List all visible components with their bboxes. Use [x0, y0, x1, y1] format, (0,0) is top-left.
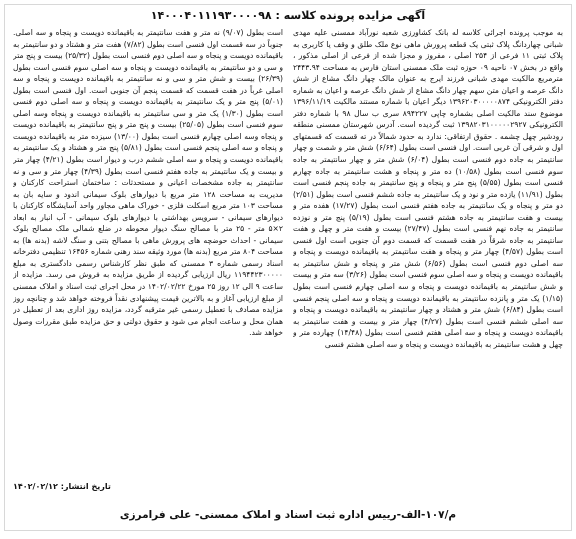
notice-title: آگهی مزایده پرونده کلاسه : ۱۴۰۰۰۴۰۱۱۱۹۳۰۰۰۰۹۸ [150, 9, 426, 22]
notice-body [13, 27, 563, 493]
publish-date: تاریخ انتشار: ۱۴۰۲/۰۲/۱۲ [13, 482, 111, 492]
body-right-column: به موجب پرونده اجرائی کلاسه له بانک کشاورزی شعبه نورآباد ممسنی علیه مهدی شبانی چهاردانگ پلاک ثبتی یک قطعه پرورش ماهی نوع ملک طلق و وقف یا کاربری به پلاک ثبتی ۱۱ فرعی از ۲۵۴ اصلی ، مفروز و مجزا شده از فرعی از اصلی مذکور ، واقع در بخش ۰۷ ناحیه ۰۹ حوزه ثبت ملک ممسنی استان فارس به مساحت ۲۴۴۳.۹۴ مترمربع مالکیت مهدی شبانی فرزند ایرج به عنوان مالک چهار دانگ مشاع از شش دانگ عرصه و اعیان متن سهم چهار دانگ مشاع از شش دانگ عرصه و اعیان به شماره دفتر الکترونیکی ۱۳۹۶۲۰۳۰۰۰۰۰۸۷۴ دیگر اعیان با شماره مستند مالکیت ۱۳۹۶/۱۱/۱۹ موضوع سند مالکیت اصلی بشماره چاپی ۸۹۴۲۲۷ سری ب سال ۹۸ با شماره دفتر الکترونیکی ۱۳۹۸۲۰۳۱۰۰۰۰۰۲۹۲۷ ثبت گردیده است. آدرس شهرستان ممسنی منطقه رودشیر چهل چشمه . حقوق ارتفاقی: ندارد به حدود شمالاً در ته قسمت که قسمتهای اول و شرقی آن غربی است. اول فنسی است بطول (۶/۶۴) شش متر و شصت و چهار سانتیمتر به جاده دوم فنسی است بطول (۶/۰۴) شش متر و چهار سانتیمتر به جاده سوم فنسی است بطول (۱۰/۵۸) ده متر و پنجاه و هشت سانتیمتر به جاده چهارم فنسی است بطول (۵/۵۵) پنج متر و پنجاه و پنج سانتیمتر به جاده پنجم فنسی است بطول (۱۱/۹۱) یازده متر و نود و یک سانتیمتر به جاده ششم فنسی است بطول (۲/۵۱) دو متر و پنجاه و یک سانتیمتر به جاده هفتم فنسی است بطول (۱۷/۲۷) هفده متر و بیست و هفت سانتیمتر به جاده هشتم فنسی است بطول (۵/۱۹) پنج متر و نوزده سانتیمتر به جاده نهم فنسی است بطول (۲۷/۴۷) بیست و هفت متر و چهل و هفت سانتیمتر به جاده شرقاً در هفت قسمت که قسمت دوم آن جنوبی است اول فنسی است بطول (۴/۵۷) چهار متر و پنجاه و هفت سانتیمتر به باقیمانده دویست و پنجاه و سه اصلی دوم فنسی است بطول (۶/۵۶) شش متر و پنجاه و شش سانتیمتر به باقیمانده دویست و پنجاه و سه اصلی سوم فنسی است بطول (۳/۲۶) سه متر و بیست و شش سانتیمتر به باقیمانده دویست و پنجاه و سه اصلی چهارم فنسی است بطول (۱/۱۵) یک متر و پانزده سانتیمتر به باقیمانده دویست و پنجاه و سه اصلی پنجم فنسی است بطول (۶/۸۴) شش متر و هشتاد و چهار سانتیمتر به باقیمانده دویست و پنجاه و سه اصلی ششم فنسی است بطول (۴/۲۷) چهار متر و بیست و هفت سانتیمتر به باقیمانده دویست و پنجاه و سه اصلی هفتم فنسی است بطول (۱۴/۴۸) چهارده متر و چهل و هشت سانتیمتر به باقیمانده دویست و پنجاه و سه اصلی هشتم فنسی [293, 28, 563, 349]
auction-notice [4, 4, 572, 531]
body-left-column-wrapper [13, 27, 283, 493]
body-left-column: است بطول (۹/۰۷) نه متر و هفت سانتیمتر به باقیمانده دویست و پنجاه و سه اصلی. جنوباً در سه قسمت اول فنسی است بطول (۷/۸۲) هفت متر و هشتاد و دو سانتیمتر به باقیمانده دویست و پنجاه و سه اصلی دوم فنسی است بطول (۲۵/۳۲) بیست و پنج متر و سی و دو سانتیمتر به باقیمانده دویست و پنجاه و سه اصلی سوم فنسی است بطول (۲۶/۳۹) بیست و شش متر و سی و نه سانتیمتر به باقیمانده دویست و پنجاه و سه اصلی غرباً در هفت قسمت که قسمت پنجم آن جنوبی است. اول فنسی است بطول (۵/۰۱) پنج متر و یک سانتیمتر به باقیمانده دویست و پنجاه و سه اصلی دوم فنسی است بطول (۱/۳۰) یک متر و سی سانتیمتر به باقیمانده دویست و پنجاه وسه اصلی سوم فنسی است بطول (۲۵/۰۵) بیست و پنج متر و پنج سانتیمتر به باقیمانده دویست و پنجاه وسه اصلی چهارم فنسی است بطول (۱۳/۰۰) سیزده متر به باقیمانده دویست و پنجاه و سه اصلی پنجم فنسی است بطول (۵/۸۱) پنج متر و هشتاد و یک سانتیمتر به باقیمانده دویست و پنجاه و سه اصلی ششم درب و دیوار است بطول (۴/۲۱) چهار متر و بیست و یک سانتیمتر به جاده هفتم فنسی است بطول (۴/۳۹) چهار متر و سی و نه سانتیمتر به جاده مشخصات اعیانی و مستحدثات : ساختمان استراحت کارکنان و مدیریت به مساحت ۱۲۸ متر مربع با دیوارهای بلوک سیمانی اندود و سایه بان به مساحت ۱۰۳ متر مربع اسکلت فلزی - خوراک ماهی مجاور واحد آسایشگاه کارکنان با دیوارهای سیمانی - سرویس بهداشتی با دیوارهای بلوک سیمانی - آب انبار به ابعاد ۲×۵ متر - ۲۵ متر با مصالح سنگ دیوار محوطه در ضلع شمالی ملک مصالح بلوک سیمانی - احداث حوضچه های پرورش ماهی با مصالح بتنی و سنگ لاشه (بدنه ها) به مساحت ۸۰۴ متر مربع (بدنه ها) مورد وثیقه سند رهنی شماره ۱۶۴۵۶ تنظیمی دفترخانه اسناد رسمی شماره ۳ ممسنی که طبق نظر کارشناس رسمی دادگستری به مبلغ ۱۱۹۴۴۲۳۰۰۰۰۰ ریال ارزیابی گردیده از طریق مزایده به فروش می رسد. مزایده از ساعت ۹ الی ۱۲ روز ۲۵ مورخ ۱۴۰۲/۰۲/۲۲ در محل اجرای ثبت اسناد و املاک ممسنی از مبلغ ارزیابی آغاز و به بالاترین قیمت پیشنهادی نقداً فروخته خواهد شد و چنانچه روز مزایده مصادف با تعطیل رسمی غیر مترقبه گردد، مزایده روز اداری بعد از تعطیل در همان محل و ساعت انجام می شود و حقوق دولتی و حق مزایده طبق مقررات وصول خواهد شد. [13, 28, 283, 338]
signature-line: م/۱۰۷-الف-رییس اداره ثبت اسناد و املاک ممسنی- علی فرامرزی [119, 509, 457, 521]
